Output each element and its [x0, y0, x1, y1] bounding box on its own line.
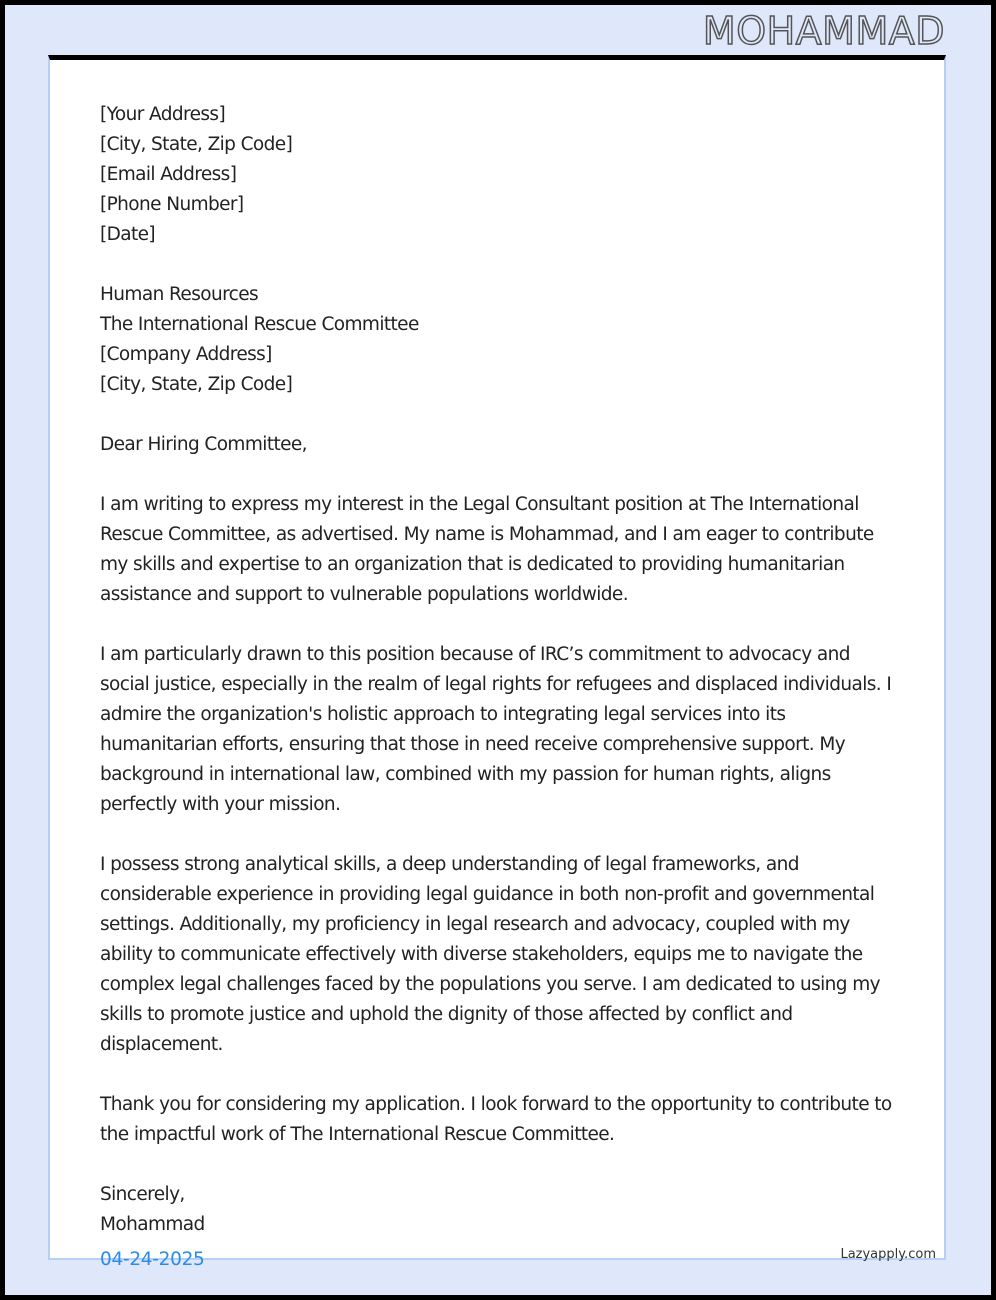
sender-email: [Email Address]	[100, 164, 237, 185]
sender-date: [Date]	[100, 224, 156, 245]
footer-brand: Lazyapply.com	[840, 1247, 936, 1262]
header-name: MOHAMMAD	[702, 9, 945, 53]
sender-address: [Your Address]	[100, 104, 226, 125]
recipient-company-address: [Company Address]	[100, 344, 272, 365]
signature: Mohammad	[100, 1214, 205, 1235]
recipient-city-state-zip: [City, State, Zip Code]	[100, 374, 293, 395]
letter-page	[48, 55, 946, 1260]
body-paragraph: Thank you for considering my application. I look forward to the opportunity to contribute to the impactful work of The International Rescue Committee.	[100, 1094, 892, 1145]
footer-date: 04-24-2025	[100, 1249, 205, 1270]
salutation: Dear Hiring Committee,	[100, 434, 307, 455]
sender-phone: [Phone Number]	[100, 194, 244, 215]
valediction: Sincerely,	[100, 1184, 185, 1205]
letter-content	[100, 100, 900, 1240]
recipient-department: Human Resources	[100, 284, 259, 305]
body-paragraph: I am writing to express my interest in the Legal Consultant position at The International Rescue Committee, as advertised. My name is Mohammad, and I am eager to contribute my skills and expertise to an organization that is dedicated to providing humanitarian assistance and support to vulnerable populations worldwide.	[100, 494, 874, 605]
body-paragraph: I possess strong analytical skills, a deep understanding of legal frameworks, and considerable experience in providing legal guidance in both non-profit and governmental settings. Additionally, my proficiency in legal research and advocacy, coupled with my ability to communicate effectively with diverse stakeholders, equips me to navigate the complex legal challenges faced by the populations you serve. I am dedicated to using my skills to promote justice and uphold the dignity of those affected by conflict and displacement.	[100, 854, 880, 1055]
recipient-company: The International Rescue Committee	[100, 314, 419, 335]
sender-block	[100, 100, 900, 250]
sender-city-state-zip: [City, State, Zip Code]	[100, 134, 293, 155]
recipient-block	[100, 280, 900, 400]
body-paragraph: I am particularly drawn to this position because of IRC’s commitment to advocacy and social justice, especially in the realm of legal rights for refugees and displaced individuals. I admire the organization's holistic approach to integrating legal services into its humanitarian efforts, ensuring that those in need receive comprehensive support. My background in international law, combined with my passion for human rights, aligns perfectly with your mission.	[100, 644, 892, 815]
